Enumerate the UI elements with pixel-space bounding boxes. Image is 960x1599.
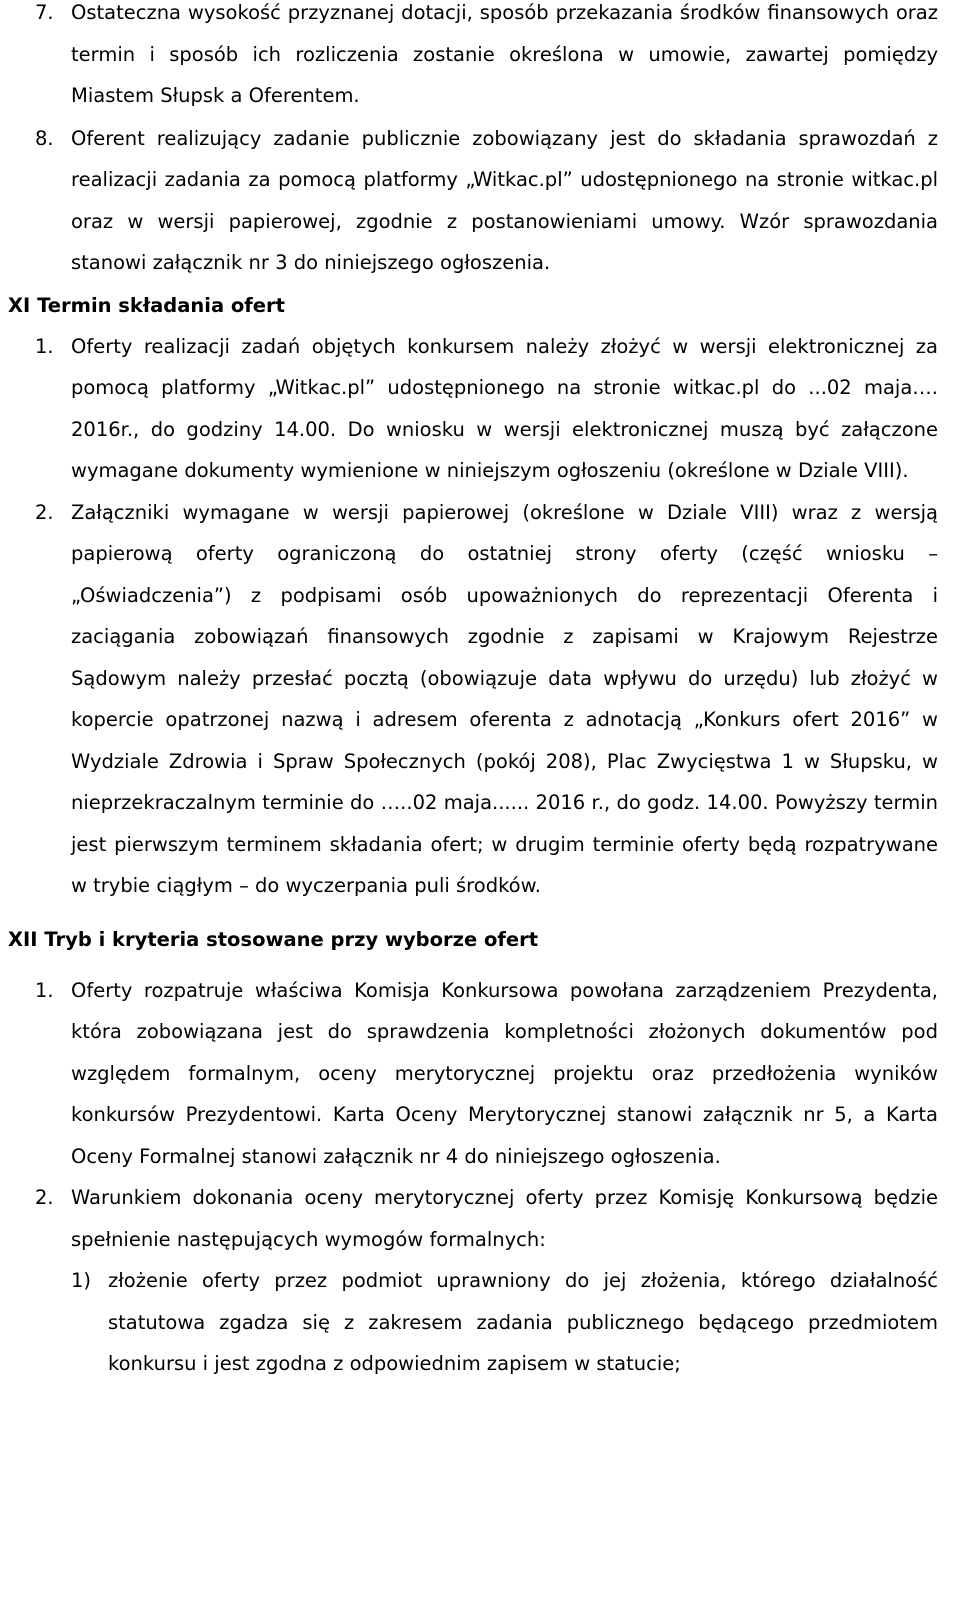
item-number: 2.: [35, 500, 54, 524]
section-xii-sublist: [7, 1260, 938, 1385]
list-item-7: [7, 0, 938, 117]
list-item-8: [7, 118, 938, 284]
section-xii-list: [7, 970, 938, 1261]
list-item-xi-1: [7, 326, 938, 492]
section-title-xi: XI Termin składania ofert: [8, 293, 285, 317]
item-number: 1.: [35, 978, 54, 1002]
list-item-xi-2: [7, 492, 938, 907]
section-title-xii: XII Tryb i kryteria stosowane przy wyborze ofert: [8, 927, 539, 951]
list-item-xii-1: [7, 970, 938, 1178]
list-item-xii-2: [7, 1177, 938, 1260]
list-continued: [7, 0, 938, 284]
item-text: Warunkiem dokonania oceny merytorycznej oferty przez Komisję Konkursową będzie spełnienie następujących wymogów formalnych:: [71, 1186, 938, 1251]
section-xi-list: [7, 326, 938, 907]
item-text: złożenie oferty przez podmiot uprawniony do jej złożenia, którego działalność statutowa zgadza się z zakresem zadania publicznego będącego przedmiotem konkursu i jest zgodna z odpowiednim zapisem w statucie;: [108, 1269, 938, 1375]
item-text: Oferty rozpatruje właściwa Komisja Konkursowa powołana zarządzeniem Prezydenta, która zobowiązana jest do sprawdzenia kompletności złożonych dokumentów pod względem formalnym, oceny merytorycznej projektu oraz przedłożenia wyników konkursów Prezydentowi. Karta Oceny Merytorycznej stanowi załącznik nr 5, a Karta Oceny Formalnej stanowi załącznik nr 4 do niniejszego ogłoszenia.: [71, 978, 938, 1168]
item-number: 2.: [35, 1186, 54, 1209]
item-number: 8.: [35, 126, 54, 150]
item-number: 1): [71, 1269, 92, 1292]
item-number: 7.: [35, 1, 54, 24]
item-text: Ostateczna wysokość przyznanej dotacji, sposób przekazania środków finansowych oraz termin i sposób ich rozliczenia zostanie określona w umowie, zawartej pomiędzy Miastem Słupsk a Oferentem.: [71, 1, 938, 107]
item-text: Załączniki wymagane w wersji papierowej (określone w Dziale VIII) wraz z wersją papierową oferty ograniczoną do ostatniej strony oferty (część wniosku – „Oświadczenia”) z podpisami osób upoważnionych do reprezentacji Oferenta i zaciągania zobowiązań finansowych zgodnie z zapisami w Krajowym Rejestrze Sądowym należy przesłać pocztą (obowiązuje data wpływu do urzędu) lub złożyć w kopercie opatrzonej nazwą i adresem oferenta z adnotacją „Konkurs ofert 2016” w Wydziale Zdrowia i Spraw Społecznych (pokój 208), Plac Zwycięstwa 1 w Słupsku, w nieprzekraczalnym terminie do …..02 maja...... 2016 r., do godz. 14.00. Powyższy termin jest pierwszym terminem składania ofert; w drugim terminie oferty będą rozpatrywane w trybie ciągłym – do wyczerpania puli środków.: [71, 500, 938, 897]
item-number: 1.: [35, 334, 54, 358]
sublist-item-1: [7, 1260, 938, 1385]
item-text: Oferent realizujący zadanie publicznie zobowiązany jest do składania sprawozdań z realizacji zadania za pomocą platformy „Witkac.pl” udostępnionego na stronie witkac.pl oraz w wersji papierowej, zgodnie z postanowieniami umowy. Wzór sprawozdania stanowi załącznik nr 3 do niniejszego ogłoszenia.: [71, 126, 938, 274]
item-text: Oferty realizacji zadań objętych konkursem należy złożyć w wersji elektronicznej za pomocą platformy „Witkac.pl” udostępnionego na stronie witkac.pl do ...02 maja…. 2016r., do godziny 14.00. Do wniosku w wersji elektronicznej muszą być załączone wymagane dokumenty wymienione w niniejszym ogłoszeniu (określone w Dziale VIII).: [71, 334, 938, 482]
